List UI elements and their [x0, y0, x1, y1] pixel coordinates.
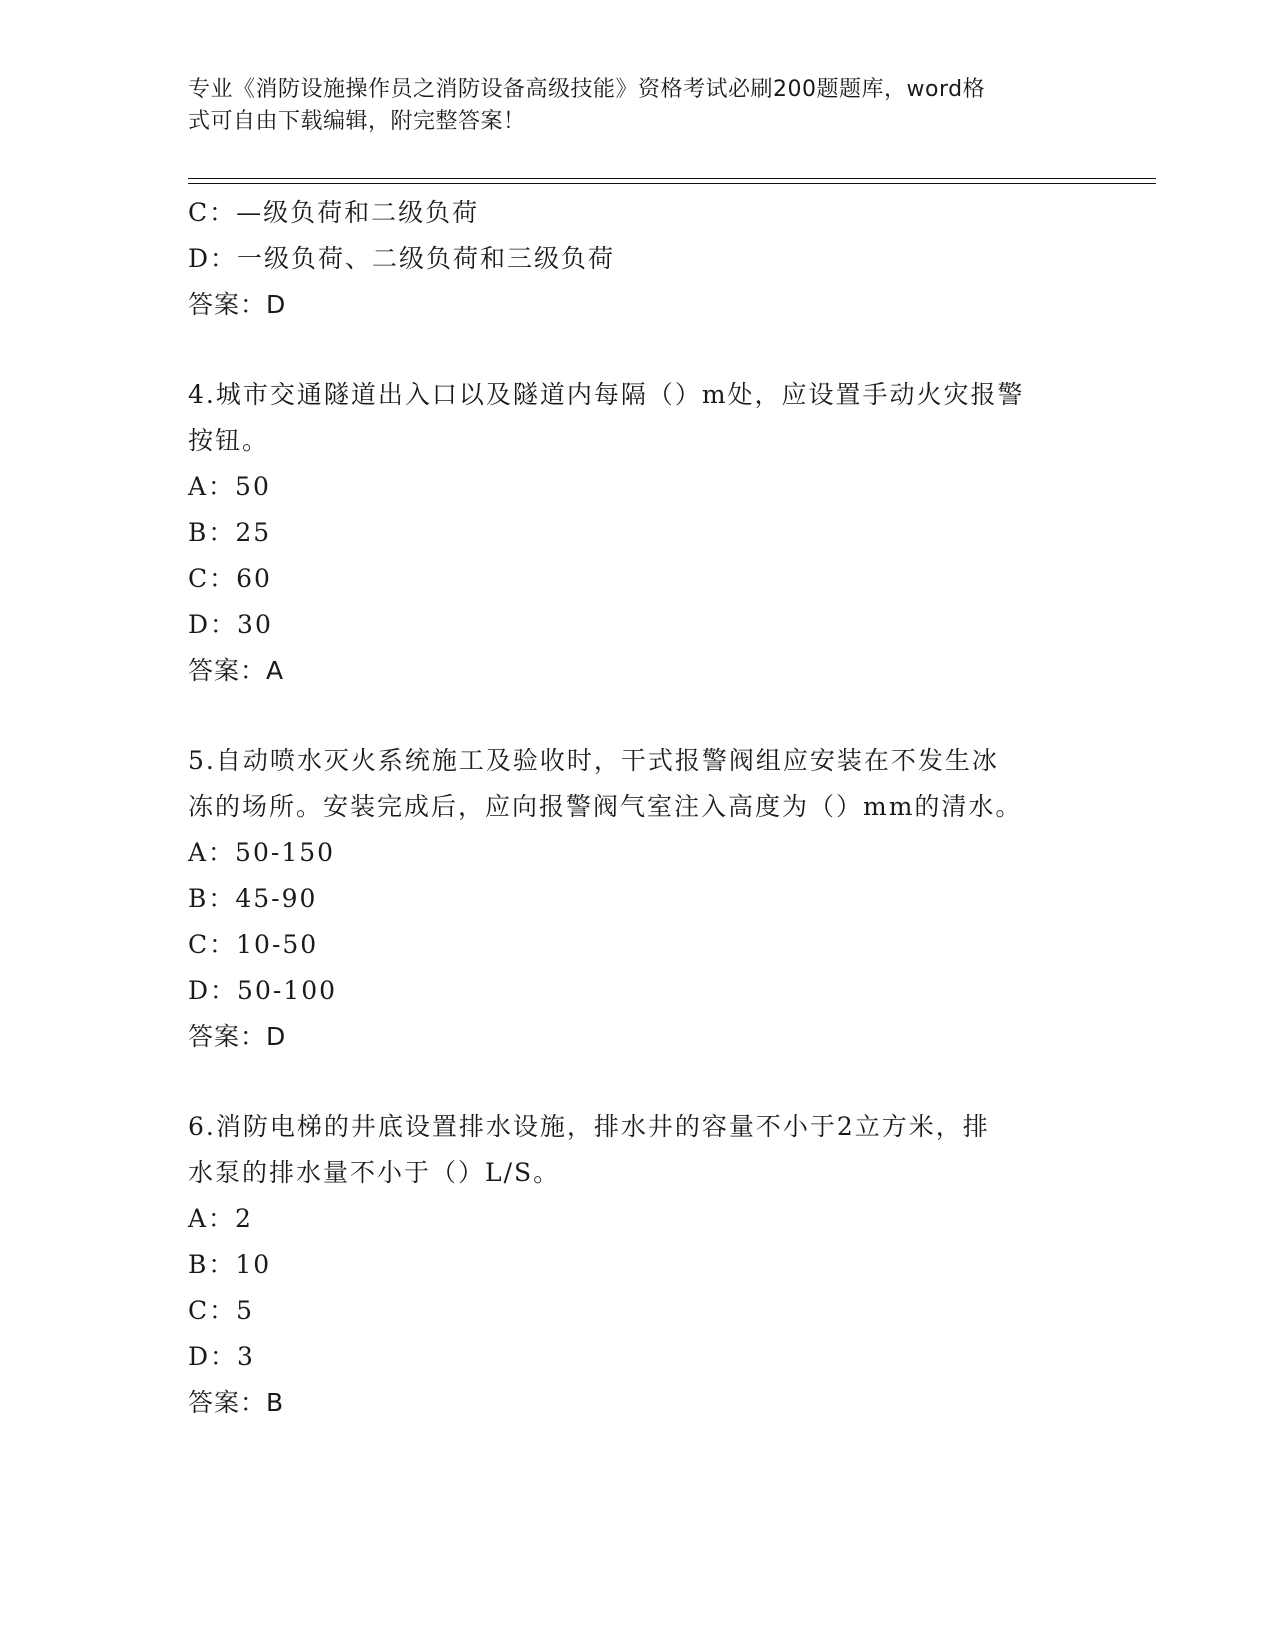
question-stem: 4.城市交通隧道出入口以及隧道内每隔（）m处，应设置手动火灾报警: [188, 380, 1025, 409]
question-stem-cont: 水泵的排水量不小于（）L/S。: [188, 1158, 561, 1187]
question-stem: 6.消防电梯的井底设置排水设施，排水井的容量不小于2立方米，排: [188, 1112, 990, 1141]
header-rule-bottom: [188, 183, 1156, 184]
question-stem: 5.自动喷水灭火系统施工及验收时，干式报警阀组应安装在不发生冰: [188, 746, 999, 775]
option-b: B：45-90: [188, 884, 318, 913]
option-b: B：10: [188, 1250, 272, 1279]
spacer: [188, 328, 1088, 372]
spacer: [188, 1060, 1088, 1104]
question-6: [188, 1104, 1088, 1426]
option-b: B：25: [188, 518, 272, 547]
option-c: C：5: [188, 1296, 255, 1325]
option-d: D：50-100: [188, 976, 338, 1005]
option-c: C：10-50: [188, 930, 319, 959]
document-header: [188, 74, 1068, 138]
option-d: D：30: [188, 610, 273, 639]
option-d: D：一级负荷、二级负荷和三级负荷: [188, 244, 616, 273]
option-d: D：3: [188, 1342, 255, 1371]
question-stem-cont: 按钮。: [188, 426, 270, 455]
header-line-1: 专业《消防设施操作员之消防设备高级技能》资格考试必刷200题题库，word格: [188, 77, 986, 102]
option-a: A：2: [188, 1204, 253, 1233]
question-stem-cont: 冻的场所。安装完成后，应向报警阀气室注入高度为（）mm的清水。: [188, 792, 1023, 821]
question-3-tail: [188, 190, 1088, 328]
question-4: [188, 372, 1088, 694]
header-line-2: 式可自由下载编辑，附完整答案！: [188, 109, 526, 134]
header-rule-top: [188, 178, 1156, 179]
spacer: [188, 694, 1088, 738]
answer-line: 答案：D: [188, 290, 287, 319]
option-a: A：50-150: [188, 838, 336, 867]
option-a: A：50: [188, 472, 271, 501]
answer-line: 答案：B: [188, 1388, 285, 1417]
question-5: [188, 738, 1088, 1060]
option-c: C：60: [188, 564, 272, 593]
answer-line: 答案：D: [188, 1022, 287, 1051]
option-c: C：—级负荷和二级负荷: [188, 198, 480, 227]
answer-line: 答案：A: [188, 656, 285, 685]
question-list: [188, 190, 1088, 1426]
